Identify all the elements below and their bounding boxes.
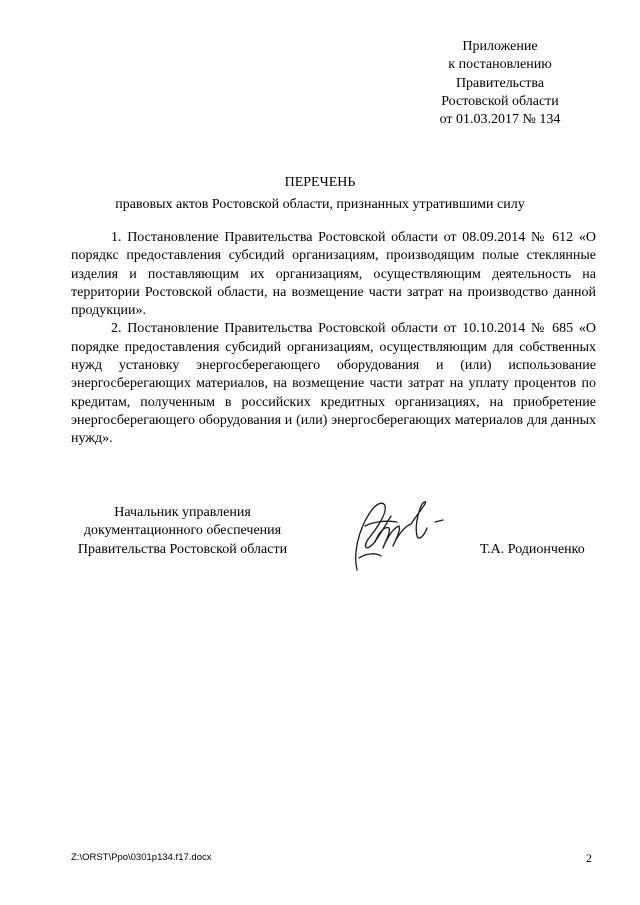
appendix-header <box>400 38 600 129</box>
list-item: 1. Постановление Правительства Ростовской области от 08.09.2014 № 612 «О порядкс предоставления субсидий организациям, производящим полые стеклянные изделия и поставляющим их организациям, осуществляющим деятельность на территории Ростовской области, на возмещение части затрат на производство данной продукции». <box>71 230 596 319</box>
signer-position-line: документационного обеспечения <box>83 523 282 539</box>
appendix-line: Ростовской области <box>441 93 559 109</box>
document-title: ПЕРЕЧЕНЬ <box>284 175 356 190</box>
page-number: 2 <box>586 851 592 865</box>
signer-position-line: Правительства Ростовской области <box>77 541 288 557</box>
signer-name: Т.А. Родионченко <box>480 542 585 557</box>
list-item: 2. Постановление Правительства Ростовской области от 10.10.2014 № 685 «О порядке предоставления субсидий организациям, осуществляющим для собственных нужд установку энергосберегающего оборудования и (или) использование энергосберегающих материалов, на возмещение части затрат на уплату процентов по кредитам, полученным в российских кредитных организациях, на приобретение энергосберегающего оборудования и (или) энергосберегающих материалов для данных нужд». <box>71 321 596 447</box>
appendix-line: Правительства <box>455 75 545 91</box>
signer-position-line: Начальник управления <box>114 505 251 520</box>
appendix-line: Приложение <box>462 39 538 54</box>
appendix-line: к постановлению <box>448 57 552 73</box>
handwritten-signature <box>335 492 450 577</box>
document-body <box>71 229 596 449</box>
file-path: Z:\ORST\Ppo\0301p134.f17.docx <box>71 852 212 863</box>
document-subtitle: правовых актов Ростовской области, признанных утратившими силу <box>115 197 525 212</box>
signer-position <box>60 504 305 559</box>
appendix-line: от 01.03.2017 № 134 <box>439 112 561 128</box>
